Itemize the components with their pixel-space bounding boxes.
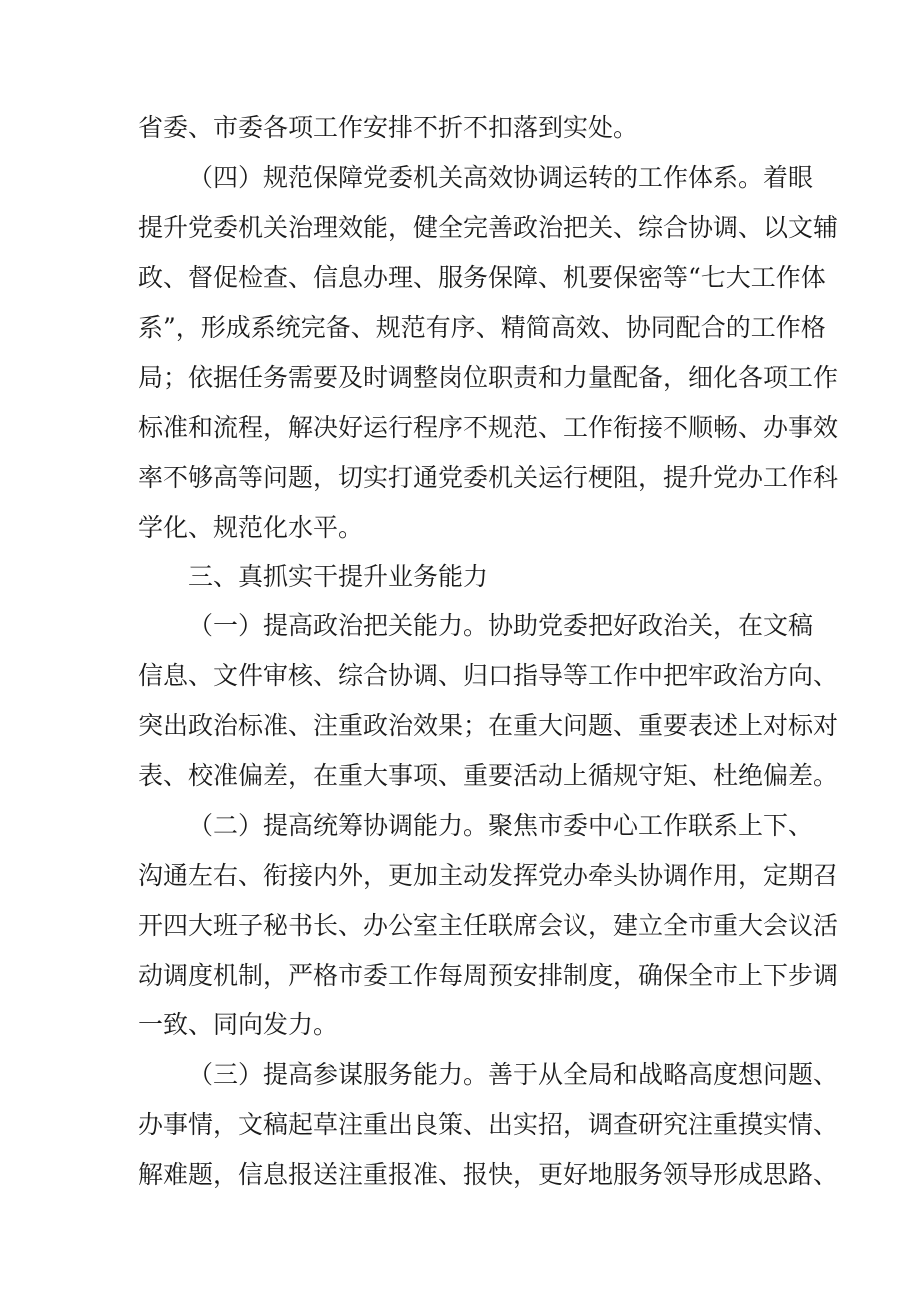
text-line: 学化、规范化水平。 [138, 513, 364, 542]
text-line: 开四大班子秘书长、办公室主任联席会议，建立全市重大会议活 [138, 911, 839, 940]
text-line: （一）提高政治把关能力。协助党委把好政治关，在文稿 [188, 611, 814, 640]
text-line: 局；依据任务需要及时调整岗位职责和力量配备，细化各项工作 [138, 363, 839, 392]
text-line: 突出政治标准、注重政治效果；在重大问题、重要表述上对标对 [138, 711, 839, 740]
text-line: 系”，形成系统完备、规范有序、精简高效、协同配合的工作格 [138, 313, 826, 342]
text-line: （二）提高统筹协调能力。聚焦市委中心工作联系上下、 [188, 811, 814, 840]
text-line: （四）规范保障党委机关高效协调运转的工作体系。着眼 [188, 163, 814, 192]
text-line: 政、督促检查、信息办理、服务保障、机要保密等“七大工作体 [138, 263, 826, 292]
section-heading: 三、真抓实干提升业务能力 [188, 562, 489, 591]
text-line: 标准和流程，解决好运行程序不规范、工作衔接不顺畅、办事效 [138, 413, 839, 442]
text-line: 率不够高等问题，切实打通党委机关运行梗阻，提升党办工作科 [138, 463, 839, 492]
text-line: 提升党委机关治理效能，健全完善政治把关、综合协调、以文辅 [138, 213, 839, 242]
text-line: 办事情，文稿起草注重出良策、出实招，调查研究注重摸实情、 [138, 1110, 839, 1139]
text-line: 动调度机制，严格市委工作每周预安排制度，确保全市上下步调 [138, 961, 839, 990]
text-line: 信息、文件审核、综合协调、归口指导等工作中把牢政治方向、 [138, 661, 839, 690]
text-line: 省委、市委各项工作安排不折不扣落到实处。 [138, 113, 639, 142]
text-line: 解难题，信息报送注重报准、报快，更好地服务领导形成思路、 [138, 1160, 839, 1189]
text-line: （三）提高参谋服务能力。善于从全局和战略高度想问题、 [188, 1060, 839, 1089]
text-line: 一致、同向发力。 [138, 1010, 339, 1039]
text-line: 表、校准偏差，在重大事项、重要活动上循规守矩、杜绝偏差。 [138, 761, 839, 790]
text-line: 沟通左右、衔接内外，更加主动发挥党办牵头协调作用，定期召 [138, 861, 839, 890]
